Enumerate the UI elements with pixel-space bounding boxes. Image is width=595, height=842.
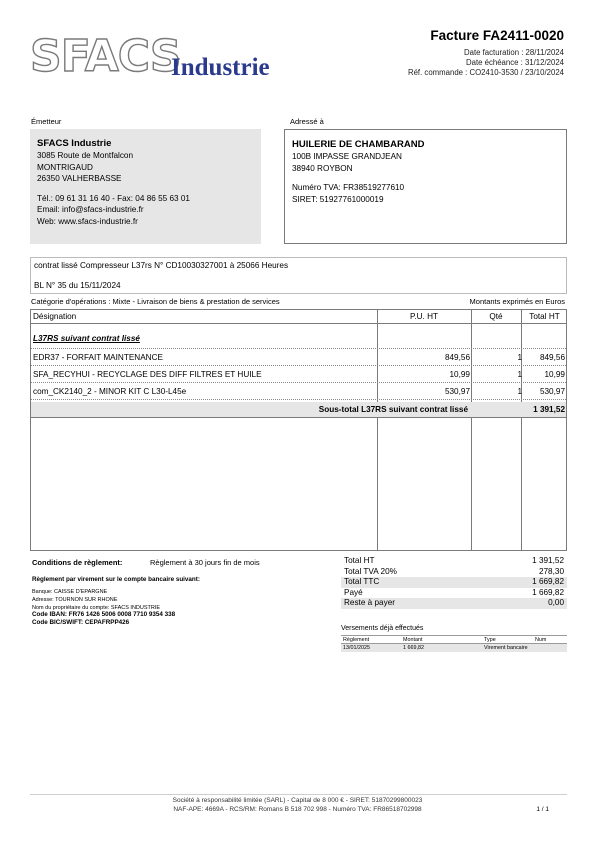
- payments-header-amount: Montant: [403, 637, 423, 643]
- table-row: [31, 383, 566, 400]
- header-designation: Désignation: [33, 312, 77, 321]
- row-unit-price: 530,97: [444, 387, 470, 396]
- iban: Code IBAN: FR76 1426 5006 0008 7710 9354 338: [32, 611, 176, 618]
- header-unit-price: P.U. HT: [409, 312, 439, 321]
- paid-row: [341, 588, 567, 599]
- recipient-address-2: 38940 ROYBON: [292, 163, 353, 173]
- sender-address-3: 26350 VALHERBASSE: [37, 174, 122, 183]
- currency-note: Montants exprimés en Euros: [469, 297, 565, 306]
- payments-made-block: [341, 624, 567, 652]
- table-row: [31, 366, 566, 383]
- logo-mark: SFACS: [30, 31, 181, 82]
- sender-email[interactable]: Email: info@sfacs-industrie.fr: [37, 205, 144, 214]
- payment-amount: 1 669,82: [403, 645, 424, 651]
- payment-row: [341, 644, 567, 652]
- logo-text: Industrie: [171, 54, 270, 81]
- header-quantity: Qté: [489, 312, 503, 321]
- subtotal-label: Sous-total L37RS suivant contrat lissé: [318, 405, 468, 414]
- payment-conditions-label: Conditions de règlement:: [32, 558, 123, 567]
- sender-name: SFACS Industrie: [37, 138, 112, 149]
- total-label: Total HT: [344, 556, 375, 565]
- payment-date: 13/01/2025: [343, 645, 370, 651]
- transfer-title: Règlement par virement sur le compte bancaire suivant:: [32, 576, 200, 583]
- invoice-date: Date facturation : 28/11/2024: [464, 48, 564, 57]
- note-line-2: BL N° 35 du 15/11/2024: [34, 281, 121, 290]
- total-value: 0,00: [548, 598, 564, 607]
- recipient-label: Adressé à: [290, 117, 324, 126]
- invoice-note: [30, 257, 567, 294]
- row-quantity: 1: [517, 370, 522, 379]
- payments-header-date: Règlement: [343, 637, 370, 643]
- totals-block: [341, 556, 567, 609]
- row-total: 10,99: [544, 370, 565, 379]
- operations-category: Catégorie d'opérations : Mixte - Livraison de biens & prestation de services: [31, 297, 280, 306]
- row-quantity: 1: [517, 353, 522, 362]
- total-value: 278,30: [538, 566, 564, 576]
- table-header: [31, 310, 566, 324]
- row-designation: com_CK2140_2 - MINOR KIT C L30-L45e: [33, 387, 187, 396]
- row-designation: EDR37 - FORFAIT MAINTENANCE: [33, 353, 163, 362]
- bank-address: Adresse: TOURNON SUR RHONE: [32, 597, 118, 603]
- total-label: Total TTC: [344, 577, 380, 586]
- section-title: L37RS suivant contrat lissé: [33, 334, 140, 343]
- payments-header-type: Type: [484, 637, 496, 643]
- row-unit-price: 10,99: [449, 370, 470, 379]
- total-vat-row: [341, 567, 567, 578]
- footer-divider: [30, 794, 567, 795]
- items-table: [30, 309, 567, 551]
- total-label: Reste à payer: [344, 598, 395, 607]
- order-reference: Réf. commande : CO2410-3530 / 23/10/2024: [407, 68, 564, 77]
- row-total: 530,97: [539, 387, 565, 396]
- total-value: 1 669,82: [532, 577, 564, 586]
- account-owner: Nom du propriétaire du compte: SFACS INDUSTRIE: [32, 605, 161, 611]
- subtotal-row: [31, 402, 566, 418]
- bic-swift: Code BIC/SWIFT: CEPAFRPP426: [32, 619, 130, 626]
- company-logo: [30, 31, 290, 84]
- total-ht-row: [341, 556, 567, 567]
- recipient-block: [284, 129, 567, 244]
- sender-address-2: MONTRIGAUD: [37, 162, 93, 172]
- recipient-name: HUILERIE DE CHAMBARAND: [292, 139, 425, 150]
- recipient-vat: Numéro TVA: FR38519277610: [292, 183, 405, 192]
- payments-made-title: Versements déjà effectués: [341, 624, 567, 636]
- payments-header: [341, 636, 567, 644]
- recipient-siret: SIRET: 51927761000019: [292, 194, 384, 204]
- table-row: [31, 349, 566, 366]
- total-value: 1 391,52: [532, 556, 564, 565]
- row-quantity: 1: [517, 387, 522, 396]
- section-row: [31, 329, 566, 349]
- bank-name: Banque: CAISSE D'EPARGNE: [32, 589, 108, 595]
- row-designation: SFA_RECYHUI - RECYCLAGE DES DIFF FILTRES ET HUILE: [33, 370, 262, 379]
- page-number: 1 / 1: [536, 806, 549, 813]
- payment-conditions-value: Règlement à 30 jours fin de mois: [150, 558, 260, 567]
- recipient-address-1: 100B IMPASSE GRANDJEAN: [292, 152, 402, 161]
- total-label: Total TVA 20%: [344, 566, 397, 576]
- payment-type: Virement bancaire: [484, 645, 528, 651]
- footer-legal-1: Société à responsabilité limitée (SARL) - Capital de 8 000 € - SIRET: 51870299800023: [172, 797, 423, 804]
- remaining-row: [341, 598, 567, 609]
- row-unit-price: 849,56: [444, 353, 470, 362]
- invoice-title: Facture FA2411-0020: [430, 28, 564, 43]
- sender-label: Émetteur: [31, 117, 62, 126]
- total-label: Payé: [344, 587, 363, 597]
- header-total: Total HT: [529, 312, 560, 321]
- sender-website[interactable]: Web: www.sfacs-industrie.fr: [37, 216, 138, 226]
- footer-legal-2: NAF-APE: 4669A - RCS/RM: Romans B 518 702 998 - Numéro TVA: FR86518702998: [173, 806, 422, 813]
- due-date: Date échéance : 31/12/2024: [466, 58, 564, 67]
- row-total: 849,56: [539, 353, 565, 362]
- sender-block: [30, 129, 261, 244]
- payments-header-num: Num: [535, 637, 547, 643]
- total-ttc-row: [341, 577, 567, 588]
- note-line-1: contrat lissé Compresseur L37rs N° CD10030327001 à 25066 Heures: [34, 261, 289, 270]
- total-value: 1 669,82: [532, 587, 564, 597]
- subtotal-value: 1 391,52: [533, 405, 565, 414]
- sender-phone-fax: Tél.: 09 61 31 16 40 - Fax: 04 86 55 63 01: [37, 193, 190, 203]
- sender-address-1: 3085 Route de Montfalcon: [37, 151, 134, 160]
